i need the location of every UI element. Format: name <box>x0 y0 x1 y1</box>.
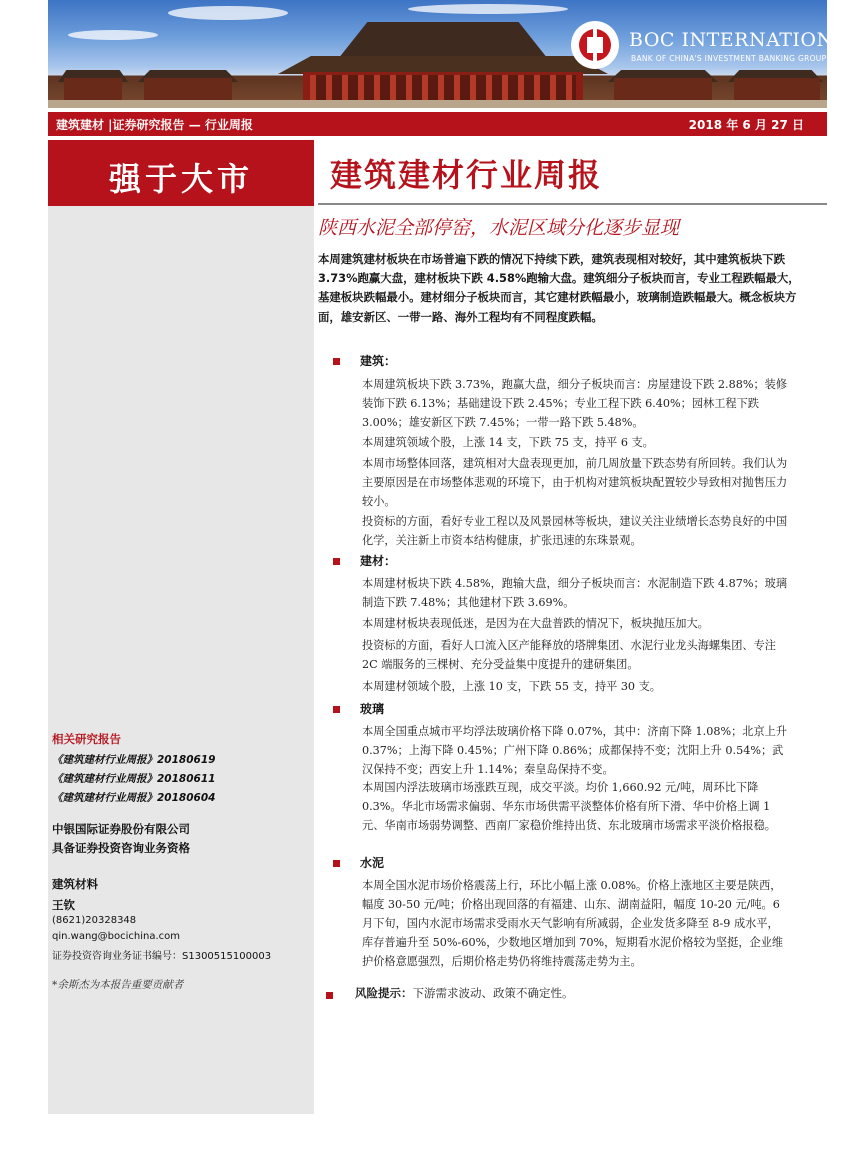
building-shape <box>614 78 712 102</box>
section-bullet-icon <box>333 860 340 867</box>
construction-paragraph: 本周市场整体回落，建筑相对大盘表现更加，前几周放量下跌态势有所回转。我们认为主要原因是在市场整体悲观的环境下，由于机构对建筑板块配置较少导致相对抛售压力较小。 <box>362 457 788 508</box>
analyst-name: 王钦 <box>52 898 75 912</box>
glass-paragraph: 本周全国重点城市平均浮法玻璃价格下降 0.07%，其中：济南下降 1.08%；北京上升 0.37%；上海下降 0.45%；广州下降 0.86%；成都保持不变；沈阳上升 0.54%；武汉保持不变；西安上升 1.14%；秦皇岛保持不变。 <box>362 725 788 776</box>
cloud-shape <box>168 6 288 20</box>
company-qualification: 具备证券投资咨询业务资格 <box>52 841 190 855</box>
section-title-glass: 玻璃 <box>360 702 385 716</box>
report-subtitle: 陕西水泥全部停窑，水泥区域分化逐步显现 <box>318 217 680 239</box>
risk-warning <box>355 985 574 1001</box>
logo-subtitle: BANK OF CHINA'S INVESTMENT BANKING GROUP <box>631 54 827 63</box>
section-bullet-icon <box>333 358 340 365</box>
construction-paragraph: 本周建筑板块下跌 3.73%，跑赢大盘，细分子板块而言：房屋建设下跌 2.88%；装修装饰下跌 6.13%；基础建设下跌 2.45%；专业工程下跌 6.40%；园林工程下跌 3.00%；雄安新区下跌 7.45%；一带一路下跌 5.48%。 <box>362 378 788 429</box>
related-report-item[interactable]: 《建筑建材行业周报》20180611 <box>52 773 216 785</box>
summary-paragraph: 本周建筑建材板块在市场普遍下跌的情况下持续下跌，建筑表现相对较好，其中建筑板块下跌 3.73%跑赢大盘，建材板块下跌 4.58%跑输大盘。建筑细分子板块而言，专业工程跌幅最大，基建板块跌幅最小。建材细分子板块而言，其它建材跌幅最小，玻璃制造跌幅最大。概念板块方面，雄安新区、一带一路、海外工程均有不同程度跌幅。 <box>318 252 800 324</box>
contributor-footnote: *余斯杰为本报告重要贡献者 <box>52 979 184 991</box>
related-report-item[interactable]: 《建筑建材行业周报》20180619 <box>52 754 216 766</box>
sidebar-panel <box>48 140 314 1114</box>
header-banner <box>48 0 861 108</box>
section-title-cement: 水泥 <box>360 856 385 870</box>
section-bullet-icon <box>333 706 340 713</box>
ground-strip <box>48 100 827 108</box>
analyst-phone: (8621)20328348 <box>52 915 137 926</box>
materials-paragraph: 本周建材板块下跌 4.58%，跑输大盘，细分子板块而言：水泥制造下跌 4.87%；玻璃制造下跌 7.48%；其他建材下跌 3.69%。 <box>362 577 788 609</box>
title-divider <box>318 203 827 205</box>
risk-text: 下游需求波动、政策不确定性。 <box>412 986 574 1000</box>
palace-columns <box>310 75 576 100</box>
section-bullet-icon <box>333 558 340 565</box>
related-reports-heading: 相关研究报告 <box>52 732 121 746</box>
palace-roof <box>308 22 578 56</box>
analyst-email[interactable]: qin.wang@bocichina.com <box>52 931 180 942</box>
risk-label: 风险提示： <box>355 986 413 1000</box>
construction-paragraph: 投资标的方面，看好专业工程以及风景园林等板块，建议关注业绩增长态势良好的中国化学，关注新上市资本结构健康，扩张迅速的东珠景观。 <box>362 515 788 547</box>
cloud-shape <box>408 4 568 14</box>
sector-name: 建筑材料 <box>52 877 98 891</box>
rating-box <box>48 140 314 206</box>
building-shape <box>144 78 232 102</box>
related-report-item[interactable]: 《建筑建材行业周报》20180604 <box>52 792 216 804</box>
cement-paragraph: 本周全国水泥市场价格震荡上行，环比小幅上涨 0.08%。价格上涨地区主要是陕西，幅度 30-50 元/吨；价格出现回落的有福建、山东、湖南益阳，幅度 10-20 元/吨。6 月下旬，国内水泥市场需求受雨水天气影响有所减弱，企业发货多降至 8-9 成水平，库存普遍升至 50%-60%，少数地区增加到 70%，短期看水泥价格较为坚挺，企业维护价格意愿强烈，后期价格走势仍将维持震荡走势为主。 <box>362 879 784 968</box>
risk-bullet-icon <box>326 992 333 999</box>
logo-bar <box>593 25 597 65</box>
section-title-construction: 建筑： <box>360 354 397 368</box>
rating-label: 强于大市 <box>108 160 253 198</box>
breadcrumb: 建筑建材 |证券研究报告 — 行业周报 <box>56 118 253 132</box>
report-date: 2018 年 6 月 27 日 <box>688 118 804 132</box>
report-title: 建筑建材行业周报 <box>330 156 603 194</box>
building-shape <box>734 78 820 102</box>
section-title-materials: 建材： <box>360 554 397 568</box>
building-shape <box>64 78 122 102</box>
materials-paragraph: 投资标的方面，看好人口流入区产能释放的塔牌集团、水泥行业龙头海螺集团、专注 2C 端服务的三棵树、充分受益集中度提升的建研集团。 <box>362 639 776 671</box>
company-name: 中银国际证券股份有限公司 <box>52 822 190 836</box>
logo-badge <box>571 21 619 69</box>
cloud-shape <box>68 30 158 40</box>
glass-paragraph: 本周国内浮法玻璃市场涨跌互现，成交平淡。均价 1,660.92 元/吨，周环比下降 0.3%。华北市场需求偏弱、华东市场供需平淡整体价格有所下滑、华中价格上调 1 元、华南市场弱势调整、西南厂家稳价维持出货、东北玻璃市场需求平淡价格报稳。 <box>362 781 776 832</box>
logo-name: BOC INTERNATIONAL <box>629 29 861 51</box>
boci-logo <box>571 21 861 71</box>
report-info-bar <box>48 112 827 136</box>
analyst-license: 证券投资咨询业务证书编号：S1300515100003 <box>52 951 272 962</box>
construction-paragraph: 本周建筑领域个股，上涨 14 支，下跌 75 支，持平 6 支。 <box>362 436 654 449</box>
materials-paragraph: 本周建材板块表现低迷，是因为在大盘普跌的情况下，板块抛压加大。 <box>362 617 709 630</box>
materials-paragraph: 本周建材领域个股，上涨 10 支，下跌 55 支，持平 30 支。 <box>362 680 661 693</box>
